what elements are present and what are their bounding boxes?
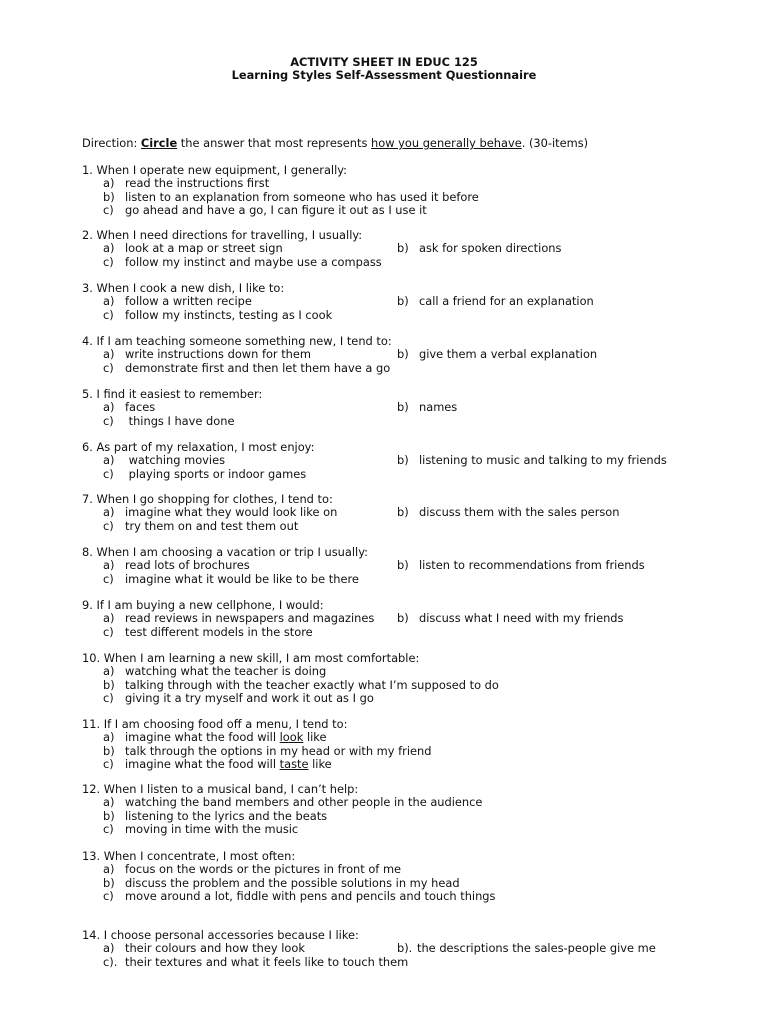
question-4: [82, 335, 722, 375]
option-a[interactable]: a) imagine what they would look like on: [103, 505, 338, 520]
option-c[interactable]: c) imagine what the food will taste like: [103, 756, 332, 771]
option-c[interactable]: c) try them on and test them out: [103, 518, 299, 533]
option-b[interactable]: b) names: [397, 400, 458, 415]
option-c[interactable]: c) test different models in the store: [103, 624, 313, 639]
question-9: [82, 599, 722, 639]
question-stem: 12. When I listen to a musical band, I can’t help:: [82, 782, 359, 796]
option-b[interactable]: b) listening to music and talking to my friends: [397, 453, 667, 468]
direction-middle: the answer that most represents: [177, 136, 372, 150]
option-c[interactable]: c) follow my instincts, testing as I cook: [103, 307, 333, 322]
question-11: [82, 718, 722, 771]
option-b[interactable]: b). the descriptions the sales-people give me: [397, 941, 656, 956]
direction-underlined: how you generally behave: [371, 136, 522, 150]
direction-line: [82, 137, 588, 150]
question-stem: 3. When I cook a new dish, I like to:: [82, 281, 285, 295]
option-a[interactable]: a) watching the band members and other people in the audience: [103, 795, 483, 810]
option-b[interactable]: b) ask for spoken directions: [397, 241, 562, 256]
question-13: [82, 850, 722, 903]
question-stem: 6. As part of my relaxation, I most enjoy:: [82, 440, 315, 454]
question-stem: 10. When I am learning a new skill, I am most comfortable:: [82, 651, 420, 665]
option-a[interactable]: a) look at a map or street sign: [103, 241, 283, 256]
option-c[interactable]: c) things I have done: [103, 413, 235, 428]
question-1: [82, 164, 722, 217]
direction-label: Direction:: [82, 136, 141, 150]
option-a[interactable]: a) watching what the teacher is doing: [103, 664, 327, 679]
option-a[interactable]: a) read lots of brochures: [103, 558, 250, 573]
option-c[interactable]: c) go ahead and have a go, I can figure it out as I use it: [103, 202, 427, 217]
option-b[interactable]: b) discuss what I need with my friends: [397, 611, 624, 626]
option-b[interactable]: b) discuss them with the sales person: [397, 505, 620, 520]
question-3: [82, 282, 722, 322]
option-b[interactable]: b) talk through the options in my head or with my friend: [103, 743, 432, 758]
question-stem: 8. When I am choosing a vacation or trip I usually:: [82, 545, 368, 559]
question-10: [82, 652, 722, 705]
question-8: [82, 546, 722, 586]
question-stem: 13. When I concentrate, I most often:: [82, 849, 296, 863]
option-a[interactable]: a) watching movies: [103, 453, 226, 468]
option-b[interactable]: b) listen to recommendations from friends: [397, 558, 645, 573]
direction-end: . (30-items): [521, 136, 589, 150]
question-stem: 2. When I need directions for travelling, I usually:: [82, 228, 363, 242]
option-b[interactable]: b) listening to the lyrics and the beats: [103, 808, 328, 823]
sheet-title: ACTIVITY SHEET IN EDUC 125: [290, 55, 478, 69]
option-a[interactable]: a) read reviews in newspapers and magazines: [103, 611, 375, 626]
question-stem: 11. If I am choosing food off a menu, I tend to:: [82, 717, 348, 731]
question-stem: 14. I choose personal accessories because I like:: [82, 928, 359, 942]
option-a[interactable]: a) focus on the words or the pictures in front of me: [103, 862, 402, 877]
question-2: [82, 229, 722, 269]
question-stem: 9. If I am buying a new cellphone, I would:: [82, 598, 324, 612]
question-12: [82, 783, 722, 836]
sheet-subtitle: Learning Styles Self-Assessment Questionnaire: [231, 68, 537, 82]
option-c[interactable]: c) imagine what it would be like to be there: [103, 571, 359, 586]
option-b[interactable]: b) give them a verbal explanation: [397, 347, 598, 362]
option-c[interactable]: c). their textures and what it feels like to touch them: [103, 954, 409, 969]
option-a[interactable]: a) imagine what the food will look like: [103, 730, 327, 745]
option-a[interactable]: a) write instructions down for them: [103, 347, 312, 362]
question-14: [82, 929, 722, 969]
question-stem: 4. If I am teaching someone something new, I tend to:: [82, 334, 392, 348]
question-6: [82, 441, 722, 481]
option-c[interactable]: c) giving it a try myself and work it out as I go: [103, 690, 374, 705]
question-stem: 5. I find it easiest to remember:: [82, 387, 263, 401]
question-7: [82, 493, 722, 533]
direction-verb: Circle: [140, 136, 178, 150]
option-a[interactable]: a) their colours and how they look: [103, 941, 305, 956]
option-c[interactable]: c) move around a lot, fiddle with pens and pencils and touch things: [103, 888, 496, 903]
option-c[interactable]: c) playing sports or indoor games: [103, 466, 307, 481]
option-c[interactable]: c) moving in time with the music: [103, 821, 299, 836]
option-b[interactable]: b) talking through with the teacher exactly what I’m supposed to do: [103, 677, 499, 692]
option-b[interactable]: b) discuss the problem and the possible solutions in my head: [103, 875, 460, 890]
option-b[interactable]: b) listen to an explanation from someone who has used it before: [103, 189, 479, 204]
question-stem: 7. When I go shopping for clothes, I tend to:: [82, 492, 333, 506]
option-c[interactable]: c) demonstrate first and then let them have a go: [103, 360, 391, 375]
question-5: [82, 388, 722, 428]
option-a[interactable]: a) faces: [103, 400, 156, 415]
option-b[interactable]: b) call a friend for an explanation: [397, 294, 594, 309]
question-stem: 1. When I operate new equipment, I generally:: [82, 163, 347, 177]
option-a[interactable]: a) read the instructions first: [103, 176, 270, 191]
option-a[interactable]: a) follow a written recipe: [103, 294, 252, 309]
option-c[interactable]: c) follow my instinct and maybe use a compass: [103, 254, 382, 269]
